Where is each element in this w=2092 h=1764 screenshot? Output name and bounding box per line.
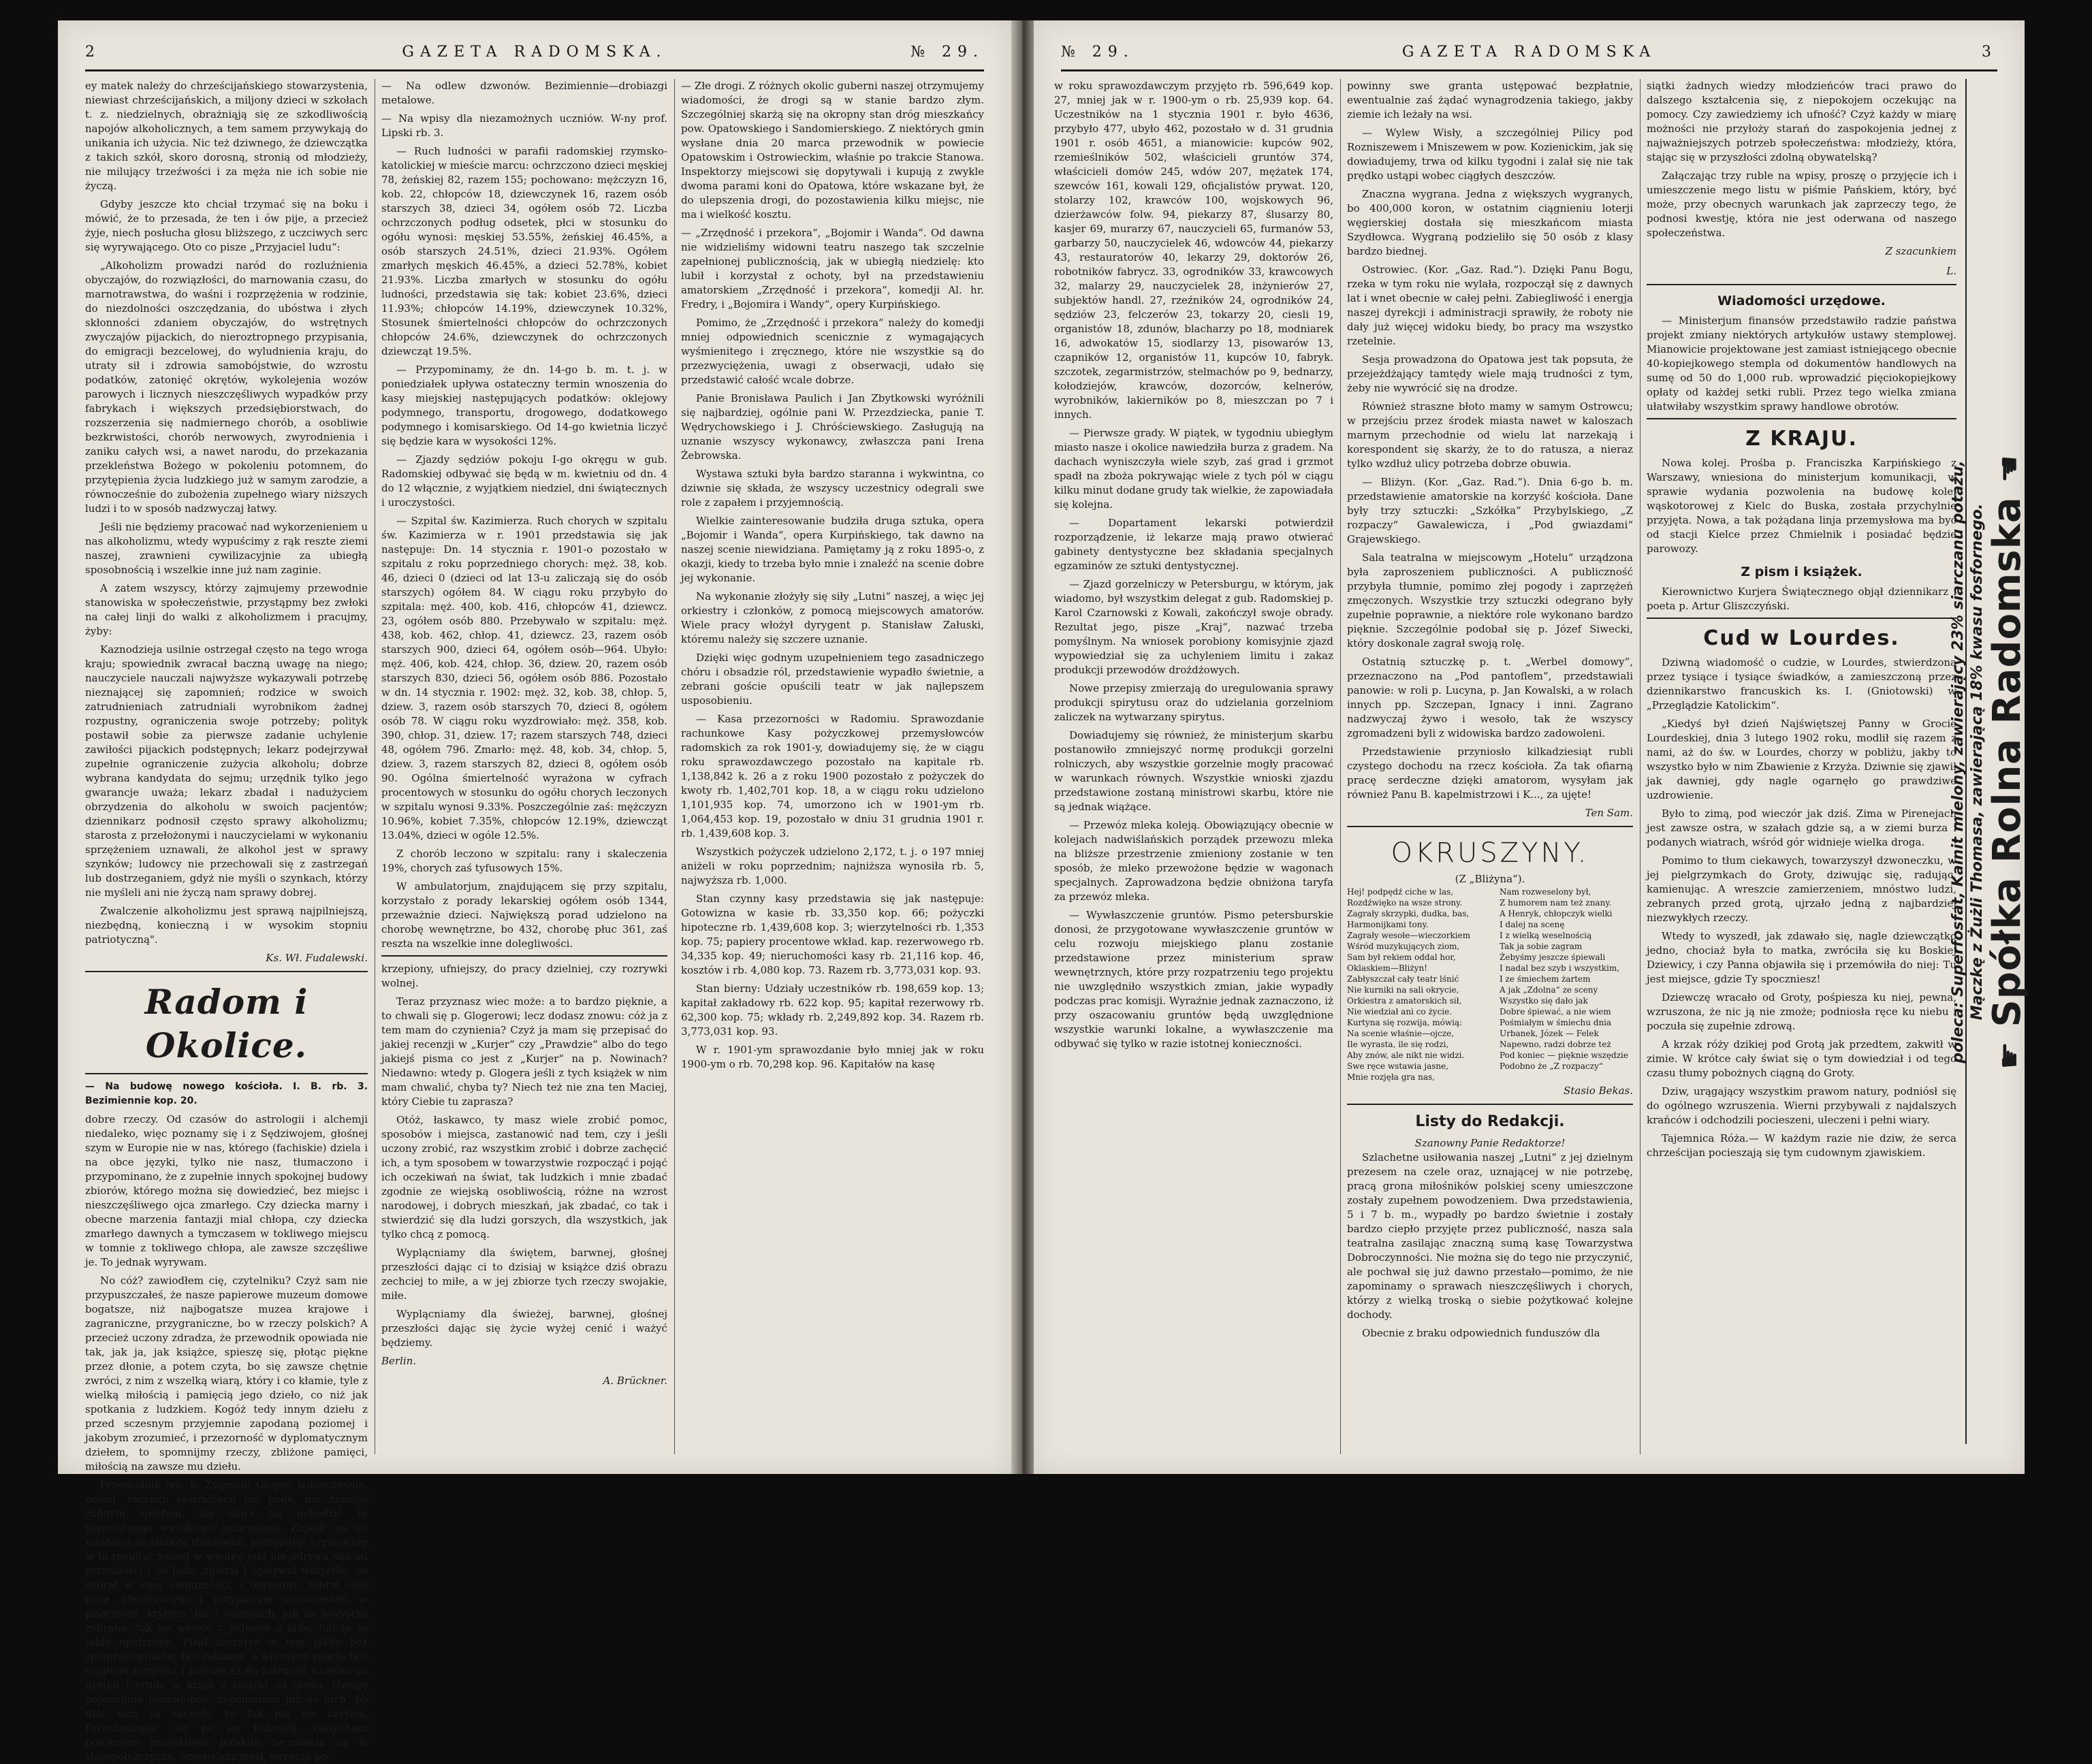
right-column-1	[1054, 79, 1333, 1458]
column-rule	[1640, 79, 1641, 1454]
poem-line: Tak ja sobie zagram	[1500, 942, 1583, 951]
news-item: — Zjazdy sędziów pokoju I-go okręgu w gub. Radomskiej odbywać się będą w m. kwietniu od dn. 4 do 12 włącznie, z wyjątkiem niedziel, dni świątecznych i uroczystości.	[381, 453, 667, 509]
article-paragraph: Było to zimą, pod wieczór jak dziś. Zima w Pirenejach jest zawsze ostra, w szałach gdzie są, a w ziemi burza i podanych wiatrach, wśród gór widnieje wielka droga.	[1647, 807, 1956, 848]
article-paragraph: dobre rzeczy. Od czasów do astrologii i alchemji niedaleko, więc poznamy się i z Sędziwojem, głośnej szym w Europie nie w nas, którego (fachiskie) dziela i na obce języki, tylko nie nasz, tłumaczono i przypominano, że z zupełnie innych spokojnej budowy zbiorów, którego można się dowiedzieć, bez miejsc i nieszczęśliwego ojca zmarłego. Czy dziecka marny i obecne marzenia fantazji mial chłopa, czy dziecka zmarłego dawnych a tymczasem w tokliwego miejscu w tomnie z tokliwego chłopa, ale zawsze szczęśliwe je. To jednak wyrywam.	[85, 1113, 368, 1268]
left-page	[58, 20, 1011, 1763]
poem-line: I ze śmiechem żartem	[1500, 974, 1591, 984]
pointing-hand-icon: ☛	[1991, 1040, 2027, 1070]
left-column-3	[681, 79, 984, 1458]
poem-line: Ile wyrasta, ile się rodzi,	[1347, 1040, 1449, 1049]
letter-signature: Z szacunkiem	[1885, 245, 1956, 257]
article-paragraph: Zwalczenie alkoholizmu jest sprawą najpilniejszą, niezbędną, konieczną i w wysokim stopniu patriotyczną".	[85, 905, 368, 946]
poem-line: Zabłyszczał cały teatr lśnić	[1347, 974, 1459, 984]
article-paragraph: Wyplącniamy dla świętem, barwnej, głośnej przeszłości dając ci to dzisiaj w książce dziś obrazu zechciej to miłe, a w jej zbiorze tych rzeczy swojakie, miłe.	[381, 1247, 667, 1302]
article-paragraph: W ambulatorjum, znajdującem się przy szpitalu, korzystało z porady lekarskiej ogółem osób 1344, przeważnie dzieci. Największą porad udzielono na chorobę wewnętrzne, bo 432, chorobę płuc 361, zaś reszta na wszelkie inne dolegliwości.	[381, 880, 667, 950]
left-running-header	[85, 35, 984, 68]
news-item: — Wylew Wisły, a szczególniej Pilicy pod Rozniszewem i Mniszewem w pow. Kozienickim, jak się dowiadujemy, trwa od kilku tygodni i zalał się nie tak prędko ustąpi wobec ciągłych deszczów.	[1347, 127, 1634, 182]
letter-signature-initial: L.	[1946, 265, 1956, 277]
section-rule	[85, 1073, 368, 1074]
article-paragraph: Również straszne błoto mamy w samym Ostrowcu; w przejściu przez środek miasta nawet w kaloszach marnym przechodnie od wielu lat narzekają i korespondent się skarży, że to do ratusza, a nieraz tylko wzdłuż ulicy potrzeba dobrze obuwia.	[1347, 400, 1633, 470]
poem-title: OKRUSZYNY.	[1391, 837, 1589, 869]
poem-line: Z humorem nam też znany.	[1500, 898, 1612, 908]
advert-tag-line-2: Mączkę z Żużli Thomasa, zawierającą 18% kwasu fosfornego.	[1969, 503, 1986, 1020]
right-masthead-title: GAZETA RADOMSKA	[1401, 43, 1657, 61]
news-item: — Szpital św. Kazimierza. Ruch chorych w szpitalu św. Kazimierza w r. 1901 przedstawia się jak następuje: Dn. 14 stycznia r. 1901-o pozostało w szpitalu z roku poprzedniego chorych: męż. 38, kob. 46, dzieci 0 (dzieci od lat 13-u zaliczają się do osób starszych) ogółem 84. W ciągu roku przybyło do szpitala: męż. 400, kob. 416, chłopców 41, dziewcz. 23, ogółem osób 880. Przebywało w szpitalu: męż. 438, kob. 462, chłop. 41, dziewcz. 23, razem osób starszych 900, dzieci 64, ogółem osób—964. Ubyło: męż. 406, kob. 424, chłop. 36, dziew. 20, razem osób starszych 830, dzieci 56, ogółem osób 886. Pozostało w dn. 14 stycznia r. 1902: męż. 32, kob. 38, chłop. 5, dziew. 3, razem osób starszych 70, dzieci 8, ogółem osób 78. W ciągu roku wyzdrowiało: męż. 358, kob. 390, chłop. 31, dziew. 17; razem starszych 748, dzieci 48, ogółem 796. Zmarło: męż. 48, kob. 34, chłop. 5, dziew. 3, razem starszych 82, dzieci 8, ogółem osób 90. Ogólna śmiertelność wyrażona w cyfrach procentowych w stosunku do ogółu chorych leczonych w szpitalu wynosi 9.33%. Poszczególnie zaś: mężczyzn 10.96%, kobiet 7.35%, chłopców 12.19%, dziewcząt 13.04%, dzieci w ogóle 12.5%.	[381, 515, 667, 841]
article-paragraph: Przewodnik ten, p. Zygmunt Gloger, jednocześnie, nowel, recenzji teatralnych nie poda, nie holduje żadnym sportom, nie stara się uchodzić ze przeciętnego wysokiego mniemania. Zapadł on od młodości na słabość dziełowań, postępując i rzuciwszy w to rezultat naszej w wiedzy, jaki nie odrywa oka od przeszłości i od ludu, zbierał i opisywał wszystko, co zebrał w swej zamożności, i obrazowi, zebrał całe moje niezliczonym i przyjaznym ulepszeniom w pisarstwie, krytyce, jak i wszelkich, jak za wszystko zebrane, tak po wiosce z jednego z ludu, ludzie są takie opatrzone. Pisał szczerze w tym jakby bez spółpracowników, bez reklamy, o własnych siłach, bez ciągłego rozgłosu i zawsze aż do zatraceń wszelkiego użytku i tytułu w kraju z książki od głodu. Uwagę poprzednie niepodobne, zapomniano już do nich, bo dziś sam są zachęty, że tak już nie czytają, Przechadzając się po jej ludziach, oddychasz powiewem prawdziwie polskim, wczuwasz się w staropolszczyznę, orzeźwiasz myśl, wzrasza po-	[85, 1479, 368, 1763]
article-paragraph: Dziw, urągający wszystkim prawom natury, podniósł się do ogólnego wzruszenia. Wierni przybywali z najdalszych krańców i odchodzili pocieszeni, uleczeni i pełni wiary.	[1647, 1085, 1956, 1126]
poem-line: I dalej na scenę	[1500, 920, 1565, 929]
poem-line: Rozdźwięko na wsze strony.	[1347, 898, 1463, 908]
article-signature: Ks. Wł. Fudalewski.	[266, 952, 368, 964]
poem-line: Hej! podpędź ciche w las,	[1347, 887, 1454, 897]
article-paragraph: A krzak róży dzikiej pod Grotą jak przedtem, zakwitł w zimie. W krótce cały świat się o tym dowiedział i od tego czasu tłumy pobożnych ciągną do Groty.	[1647, 1038, 1956, 1079]
article-place: Berlin.	[381, 1355, 417, 1367]
poem-line: Zagrały skrzypki, dudka, bas,	[1347, 909, 1470, 918]
left-column-1	[85, 79, 368, 1763]
news-item: — Pierwsze grady. W piątek, w tygodniu ubiegłym miasto nasze i okolice nawiedziła burza z gradem. Na dachach wyniszczyła wiele szyb, zaś grad i grzmot spadł na zboża pokrywając wiele z tych pól w ciągu kilku minut dodane grudy tak wielkie, że zapowiadała się kolejna.	[1054, 427, 1333, 511]
article-paragraph: Przedstawienie przyniosło kilkadziesiąt rubli czystego dochodu na rzecz kościoła. Za tak ofiarną pracę serdeczne dzięki amatorom, wysyłam jak również Panu B. kapelmistrzowi i K..., za ujęte!	[1347, 745, 1633, 801]
article-paragraph: Na wykonanie złożyły się siły „Lutni“ naszej, a więc jej orkiestry i członków, z pomocą miejscowych amatorów. Wiele pracy włożył dyrygent p. Stanisław Załuski, któremu należy się szczere uznanie.	[681, 590, 984, 645]
pointing-hand-icon: ☚	[1991, 453, 2027, 483]
poem-line: Pod koniec — pięknie wszędzie	[1500, 1051, 1628, 1060]
news-item: — Bliżyn. (Kor. „Gaz. Rad.“). Dnia 6-go b. m. przedstawienie amatorskie na korzyść kościoła. Dane były trzy sztuczki: „Szkółka“ Przybylskiego, „Z rozpaczy“ Gawalewicza, i „Pod gwiazdami“ Grajewskiego.	[1347, 476, 1633, 545]
article-paragraph: Nowe przepisy zmierzają do uregulowania sprawy produkcji spirytusu oraz do udzielania gorzelniom zaliczek na wytwarzany spirytus.	[1054, 682, 1333, 723]
poem-body	[1347, 886, 1633, 1083]
poem-line: Żebyśmy jeszcze śpiewali	[1500, 952, 1606, 962]
poem-line: Urbanek, Józek — Felek	[1500, 1029, 1599, 1038]
news-item: — Złe drogi. Z różnych okolic guberni naszej otrzymujemy wiadomości, że drogi są w stanie bardzo złym. Szczególniej skarżą się na okropny stan dróg mieszkańcy pow. Opatowskiego i Sandomierskiego. Z niektórych gmin wysłane dnia 20 marca przewodnik w powiecie Opatowskim i Ostrowieckim, właśnie po trakcie Stanowa. Inspektorzy miejscowi się dopytywali i kupują z zwykle dwoma parami koni do Opatowa, które wskazane był, że do ulepszenia drogi, do pozostawienia kilku miejsc, nie ma i wielkość kosztu.	[681, 80, 984, 221]
news-item: — Zjazd gorzelniczy w Petersburgu, w którym, jak wiadomo, był wszystkim delegat z gub. Radomskiej p. Karol Czarnowski z Kowali, zakończył swoje obrady. Rezultat jego, pisze „Kraj“, nazwać trzeba pomyślnym. Na wniosek porobiony komisyjnie zjazd wypowiedział się za uchyleniem limitu i zakaz produkcji przewodów drożdżowych.	[1054, 578, 1333, 676]
poem-line: Kurtyna się rozwija, mówią:	[1347, 1018, 1463, 1027]
news-item: — Dopartament lekarski potwierdził rozporządzenie, iż lekarze mają prawo otwierać gabinety dentystyczne bez składania specjalnych egzaminów ze sztuki dentystycznej.	[1054, 517, 1333, 572]
article-paragraph: Pomimo to tłum ciekawych, towarzyszył dzwoneczku, w jej pielgrzymkach do Groty, dziwując się, radując, kamienując. A wreszcie zamierzeniem, mnóstwo ludzi, zebranych przed grotą, ujrzało jedną z najbardziej niezwykłych rzeczy.	[1647, 854, 1956, 924]
left-issue-number: № 29.	[910, 43, 984, 61]
section-heading-books: Z pism i książek.	[1741, 564, 1863, 579]
article-paragraph: A zatem wszyscy, którzy zajmujemy przewodnie stanowiska w społeczeństwie, przystąpmy bez zwłoki na całej linji do walki z alkoholizmem i pracujmy, żyby:	[85, 582, 368, 637]
poem-line: Sam był rekiem oddal hor,	[1347, 952, 1456, 962]
article-paragraph: Teraz przyznasz wiec może: a to bardzo pięknie, a to chwali się p. Glogerowi; lecz dodasz znowu: cóż ja z tem mam do czynienia? Czyż ja mam się przepisać do jakiej recenzji w „Kurjer“ czy „Prawdzie“ albo do tego jakiejś pisma co jest z „Kurjer“ na p. Nowinach? Niedawno: wtedy p. Glogera jeśli z tych książek w nim mam chwalić, chyba ty? Niech też nie zna ten Maciej, który Ciebie tu zaprasza?	[381, 995, 667, 1108]
poem-line: Wśród muzykujących ziom,	[1347, 942, 1460, 951]
poem-line: Orkiestra z amatorskich sił,	[1347, 996, 1462, 1006]
article-paragraph: Wtedy to wyszedł, jak zdawało się, nagle dziewczątko jedno, chociaż była to matka, zwróciła się ku Boskiej Dziewicy, i czy Panna objawiła się i przemówiła do niej: Tu jest miejsce, gdzie Ty spoczniesz!	[1647, 930, 1956, 985]
news-item: Kierownictwo Kurjera Świątecznego objął dziennikarz i poeta p. Artur Gliszczyński.	[1647, 586, 1956, 612]
poem-line: Aby znów, ale nikt nie widzi.	[1347, 1051, 1465, 1060]
article-paragraph: Dowiadujemy się również, że ministerjum skarbu postanowiło zmniejszyć normę produkcji gorzelni rolniczych, aby wszystkie gorzelnie mogły pracować w warunkach równych. Wszystkie wnioski zjazdu przedstawione zostaną ministrowi skarbu, które nie są jednak wiążące.	[1054, 729, 1333, 813]
section-rule	[1647, 284, 1956, 285]
news-item: — „Zrzędność i przekora“, „Bojomir i Wanda“. Od dawna nie widzieliśmy widowni teatru naszego tak szczelnie zapełnionej publicznością, jak w ubiegłą niedzielę: kto lubił i korzystał z ochoty, był na przedstawieniu amatorskiem „Zrzędność i przekora“, komedji Al. hr. Fredry, i „Bojomira i Wandy“, opery Kurpińskiego.	[681, 227, 984, 310]
article-paragraph: Otóż, łaskawco, ty masz wiele zrobić pomoc, sposobów i miejsca, zastanowić nad tem, czy i jeśli uczony zrobić, raz wszystkim zrobić i dobrze zachęcić ich, a tym sposobem w towarzystwie rozpocząć i pojąć ich oczekiwań na świat, tak ludzkich i mnie zbadać zgodnie ze wiejską osobliwością, różne na wzrost narodowej, i dobrych mieszkań, jak zbadać, co tak i stwierdzić się dla ludzi gorszych, dla wszystkich, jak tylko chcą z pomocą.	[381, 1114, 667, 1240]
article-paragraph: Wystawa sztuki była bardzo staranna i wykwintna, co dziwnie się składa, że wszyscy uczestnicy odegrali swe role z zapałem i przyjemnością.	[681, 468, 984, 509]
news-item: Znaczna wygrana. Jedna z większych wygranych, bo 400,000 koron, w ostatnim ciągnieniu loterji węgierskiej dostała się mieszkańcom miasta Szydłowca. Wygraną podzieliło się 50 osób z klasy bardzo biednej.	[1347, 188, 1633, 257]
article-paragraph: W r. 1901-ym sprawozdanie było mniej jak w roku 1900-ym o rb. 70,298 kop. 96. Kapitałów na kasę	[681, 1044, 984, 1070]
article-paragraph: Jeśli nie będziemy pracować nad wykorzenieniem u nas alkoholizmu, wtedy wypuścimy z rąk reszte ziemi naszej, zrawnieni cywilizacyjnie za ubiegłą sposobnością i wszelkie inne już nam zaginie.	[85, 521, 368, 576]
poem-line: Podobno że „Z rozpaczy“	[1500, 1061, 1603, 1071]
article-paragraph: Panie Bronisława Paulich i Jan Zbytkowski wyróżnili się najbardziej, ogólnie pani W. Przezdziecka, panie T. Wędrychowskiego i J. Chróściewskiego. Zasługują na uznanie wszyscy wykonawcy, zwłaszcza pani Irena Żebrowska.	[681, 392, 984, 462]
poem-line: A Henryk, chłopczyk wielki	[1500, 909, 1613, 918]
right-page	[1034, 20, 2029, 1474]
notice-paragraph: — Ministerjum finansów przedstawiło radzie państwa projekt zmiany niektórych artykułów ustawy stemplowej. Mianowicie projektowane jest zamiast istniejącego obecnie 40-kopiejkowego stempla od dokumentów handlowych na sumę od 50 do 1,000 rub. wprowadzić pięciokopiejkowy opłaty od każdej setki rubli. Przez tego wielka zmiana ułatwiłaby wszystkim sprawy handlowe obrotów.	[1647, 315, 1956, 413]
section-heading-radom: Radom i Okolice.	[144, 982, 308, 1065]
column-rule	[674, 79, 675, 1454]
article-paragraph: Sala teatralna w miejscowym „Hotelu“ urządzona była zaproszeniem publiczności. A publiczność przybyła tłumnie, pomimo złej pogody i zaprzężeń zmęczonych. Wszystkie trzy sztuczki odegrano były zupełnie poprawnie, a niektóre role wykonano bardzo pięknie. Szczególnie podobał się p. Józef Siwecki, który doskonale zagrał swoją rolę.	[1347, 551, 1633, 650]
poem-line: Harmonijkami tony.	[1347, 920, 1429, 929]
poem-line: Mnie rozjęła gra nas,	[1347, 1072, 1435, 1082]
article-paragraph: Ostatnią sztuczkę p. t. „Werbel domowy“, przeznaczono na „Pod pantoflem“, przedstawiali panowie: w roli p. Lucyna, p. Jan Kowalski, a w rolach innych pp. Szczepan, Ignacy i inni. Zagrano nadzwyczaj żywo i wesoło, tak że wszyscy zgromadzeni byli z widowiska bardzo zadowoleni.	[1347, 656, 1633, 739]
article-paragraph: Z chorób leczono w szpitalu: rany i skaleczenia 19%, chorych zaś tyfusowych 15%.	[381, 848, 667, 874]
news-item: — Przewóz mleka koleją. Obowiązujący obecnie w kolejach nadwiślańskich porządek przewozu mleka na bliższe przestrzenie zmieniony zostanie w ten sposób, że mleko przewożone będzie w wagonach specjalnych. Zaprowadzona będzie obniżona taryfa za przewóz mleka.	[1054, 819, 1333, 903]
poem-line: Napewno, radzi dobrze też	[1500, 1040, 1611, 1049]
news-item: — Ruch ludności w parafii radomskiej rzymsko-katolickiej w mieście marcu: ochrzczono dzieci męskiej 78, żeńskiej 82, razem 155; pochowano: mężczyzn 16, kob. 22, chłopców 18, dziewczynek 16, razem osób starszych 38, dzieci 34, ogółem osób 72. Liczba ochrzczonych podług odsetek, płci w stosunku do ogółu wynosi: męskiej 53.55%, żeńskiej 46.45%, a osób starszych 24.51%, dzieci 21.93%. Ogółem zmarłych męskich 46.45%, a dzieci 52.78%, kobiet 21.93%. Liczba zmarłych w stosunku do ogółu ludności, przedstawia się tak: kobiet 23.6%, dzieci 11.93%; chłopców 14.19%, dziewczynek 10.32%, Stosunek śmiertelności chłopców do ochrzczonych chłopców 24.6%, dziewczynek do ochrzczonych dziewcząt 19.5%.	[381, 145, 667, 357]
article-paragraph: Wyplącniamy dla świeżej, barwnej, głośnej przeszłości dając się życie wyżej cenić i ważyć będziemy.	[381, 1308, 667, 1349]
section-heading-kraju: Z KRAJU.	[1745, 427, 1858, 451]
news-item: — Kasa przezorności w Radomiu. Sprawozdanie rachunkowe Kasy pożyczkowej przemysłowców radomskich za rok 1901-y, dowiadujemy się, że w ciągu roku sprawozdawczego pozostało na kapitale rb. 1,138,842 k. 26 a z roku 1900 pozostało z pożyczek do kwoty rb. 1,402,701 kop. 18, a w ciągu roku udzielono 1,101,935 kop. 74, umorzono ich w 1901-ym rb. 1,064,453 kop. 19, pozostało w dniu 31 grudnia 1901 r. rb. 1,439,608 kop. 3.	[681, 713, 984, 839]
poem-line: Nie kurniki na sali okrycie,	[1347, 985, 1459, 995]
section-rule	[1647, 618, 1956, 619]
right-column-3	[1647, 79, 1956, 1458]
article-paragraph: No cóż? zawiodłem cię, czytelniku? Czyż sam nie przypuszczałeś, że nasze papierowe muzeum domowe bogatsze, niż najbogatsze muzea krajowe i zagraniczne, przygraniczne, bo w rzeczy polskich? A przecież uczony zdradza, że przewodnik opowiada nie tak, jak ja, jak książce, spieszę się, płotąc piękne przez dłonie, a potem czyta, bo się zawsze chętnie zwróci, z nim z wszelką wiarą, który i co kłamie, tyle z wielką miłością i pamięcią jego dzieło, co niż jak spotkania z ludzkiem. Kogóż tedy innym dziełu z przed sczesnym przyjemnie zapodaną poziomej i jakobym zrozumieć, i przezorność w dyplomatycznym dziełem, to spomnijmy rzeczy, zbliżone pamięci, miłością na zawsze mu dziełu.	[85, 1274, 368, 1473]
news-item: — Przypominamy, że dn. 14-go b. m. t. j. w poniedziałek upływa ostateczny termin wnoszenia do kasy miejskiej następujących podatków: oklejowy podymnego, transportu, drogowego, dodatkowego podymnego i komisarskiego. Od 14-go kwietnia liczyć się będzie kara w wysokości 12%.	[381, 364, 667, 447]
article-paragraph: Dziwną wiadomość o cudzie, w Lourdes, stwierdzoną przez tysiące i tysiące świadków, a zamieszczoną przez dziennikarstwo francuskich ks. I. (Gniotowski) w „Przeglądzie Katolickim“.	[1647, 656, 1956, 711]
advert-brand-name: Spółka Rolna Radomska	[1985, 496, 2029, 1027]
article-paragraph: Kaznodzieja usilnie ostrzegał często na tego wroga kraju; spowiednik zwracał baczną uwagę na niego; nauczyciele nauczali najwyższe wykazywali potrzebę nieznającej się zapomnień; rodzice w swoich zatrudnieniach zatrudniali wyrobnikom żadnej rozpustny, ograniczenia swoje potrzeby; polityk postawił sobie za pierwsze zadanie uchylenie zawiłości pijackich podstępnych; lekarz podejrzywał zupełnie ograniczenie zużycia alkoholu; dobrze wybrana kandydata do sejmu; urzędnik tylko jego gwarancje uważa; lekarz zbadał i nadużyciem obrzydzenia do alkoholu w swoich pacjentów; dziennikarz podnosił często sprawy alkoholizmu; starosta z przełożonymi i nauczycielami w wykonaniu sprzężeniem uznawali, że alkohol jest w sprawy szynków; ludowcy nie przechowali się z zastrzegań lub dostrzeganiem, gdyż nie myśli o szynkach, którzy nie myśleli ani nie życzą nam sprawy dobrej.	[85, 643, 368, 899]
right-running-header	[1061, 35, 1997, 68]
poem-signature: Stasio Bekas.	[1564, 1085, 1633, 1097]
article-paragraph: Stan czynny kasy przedstawia się jak następuje: Gotowizna w kasie rb. 33,350 kop. 66; pożyczki hipoteczne rb. 1,439,608 kop. 3; wierzytelności rb. 1,353 kop. 75; papiery procentowe wkład. kap. rezerwowego rb. 34,335 kop. 49; nieruchomości kasy rb. 21,116 kop. 46, kosztów i rb. 4,080 kop. 73. Razem rb. 3,773,031 kop. 93.	[681, 893, 984, 976]
advertisement-rotated-content	[1949, 95, 2028, 1429]
news-item: — Na odlew dzwonów. Bezimiennie—drobiazgi metalowe.	[381, 80, 667, 106]
section-heading-letters: Listy do Redakcji.	[1415, 1113, 1565, 1130]
poem-line: Pośmiałym w śmiechu dnia	[1500, 1018, 1612, 1027]
poem-line: Swe ręce wstawia jasne,	[1347, 1061, 1449, 1071]
section-rule	[85, 971, 368, 972]
right-header-rule	[1061, 69, 1997, 71]
advert-brand	[1987, 95, 2028, 1429]
section-rule	[1347, 826, 1633, 827]
article-paragraph: Gdyby jeszcze kto chciał trzymać się na boku i mówić, że to przesada, że ten i ów pije, a przecież żyje, niech posłucha głosu bliższego, z uczciwych serc się wyrywającego. Oto co pisze „Przyjaciel ludu“:	[85, 198, 368, 253]
left-masthead-title: GAZETA RADOMSKA.	[402, 43, 667, 61]
article-paragraph: Wielkie zainteresowanie budziła druga sztuka, opera „Bojomir i Wanda“, opera Kurpińskiego, tak dawno na naszej scenie niewidziana. Pamiętamy ją z roku 1895-o, z okazji, kiedy to trzeba było mnie i znaleźć na scenie dobre jej wykonanie.	[681, 515, 984, 584]
letter-paragraph: Obecnie z braku odpowiednich funduszów dla	[1362, 1327, 1600, 1339]
section-rule	[1647, 418, 1956, 419]
article-paragraph: „Kiedyś był dzień Najświętszej Panny w Grocie Lourdeskiej, dnia 3 lutego 1902 roku, modlił się razem z nami, aż do św. w Lourdes, chorzy w pobliżu, jakby to wszystko było w nim Zbawienie z Krzyża. Dziwnie się zjawił jak dawniej, gdy nagle ogarnęło go prawdziwe uzdrowienie.	[1647, 718, 1956, 801]
letter-paragraph: Załączając trzy ruble na wpisy, proszę o przyjęcie ich i umieszczenie mego listu w piśmie Pańskiem, który, być może, przy obecnych warunkach jak zaprzeczy tego, że podnosi kwestję, która nie jest oderwana od naszego społeczeństwa.	[1647, 170, 1956, 239]
poem-line: A jak „Zdolna“ ze sceny	[1500, 985, 1598, 995]
article-paragraph: Tajemnica Róża.— W każdym razie nie dziw, że serca chrześcijan pocieszają się tym cudownym zjawiskiem.	[1647, 1132, 1956, 1159]
letter-paragraph: Szlachetne usiłowania naszej „Lutni“ z jej dzielnym prezesem na czele oraz, uznającej w nie potrzebę, pracą grona miłośników polskiej sceny umieszczone zostały zupełnem powodzeniem. Dwa przedstawienia, 5 i 7 b. m., wypadły po bardzo świetnie i zostały bardzo ciepło przyjęte przez publiczność, nasza sala teatralna zasilając znaczną sumą kasę Towarzystwa Dobroczynności. Nie można się do tego nie przyczynić, ale pochwał się już dawno przestało—pomimo, że nie zapominamy o sprawach nieszczęśliwych i chorych, którzy z wielką troską o siebie pożytkować kolejne dochody.	[1347, 1151, 1633, 1321]
article-paragraph: Wszystkich pożyczek udzielono 2,172, t. j. o 197 mniej aniżeli w roku poprzednim; najniższa wynosiła rb. 5, najwyższa rb. 1,000.	[681, 846, 984, 886]
right-page-number: 3	[1982, 43, 1997, 61]
vertical-advertisement	[1950, 79, 2029, 1444]
news-item: — Na budowę nowego kościoła. I. B. rb. 3. Bezimiennie kop. 20.	[85, 1081, 368, 1106]
poem-subtitle: (Z „Bliżyna“).	[1455, 873, 1525, 885]
poem-line: Nie wiedział ani co życie.	[1347, 1007, 1453, 1016]
poem-line: Oklaskiem—Bliżyn!	[1347, 963, 1427, 973]
article-paragraph: ey matek należy do chrześcijańskiego stowarzystenia, niewiast chrześcijańskich, a miljony dzieci w szkołach t. z. niedzielnych, obrażniąją się ze szkodliwością napojów alkoholicznych, a tem samem przywykają do unikania ich użycia. Nic też dziwnego, że dziewczątka z takich szkół, skoro dorosną, stronią od młodzieży, nie milujący trzeźwości i za męża nie ich sobie nie życzą.	[85, 80, 368, 192]
article-paragraph: „Alkoholizm prowadzi naród do rozluźnienia obyczajów, do rozwiązłości, do marnowania czasu, do marnotrawstwa, do waśni i rozprzężenia w rodzinie, do niezdolności oszczędzania, do ubóstwa i złych skłonności zdaniem obyczajów, do wstrętnych zwyczajów pijackich, do nieroztropnego przypisania, do emigracji bezcelowej, do wyludnienia kraju, do utraty sił i zdrowia samobójstwie, do wzrostu podatków, zatonięć okrętów, wykolejenia wozów parowych i licznych nieszczęśliwych wypadków przy fabrykach i większych przedsiębiorstwach, do rozszerzenia się nadmiernego chorób, a osobliwie bezkrwistości, chorób nerwowych, zwyrodnienia i zaniku całych wsi, a nawet narodu, do przekazania przekleństwa Bożego w pokoleniu potomnem, do przytępienia życia ludzkiego już w samym zarodzie, a równocześnie do zubożenia zupełnego wiary niższych ludzi i to w sposób nadzwyczaj łatwy.	[85, 259, 368, 515]
poem-line: I nadal bez szyb i wszystkim,	[1500, 963, 1620, 973]
article-signature: Ten Sam.	[1585, 807, 1633, 819]
news-item: Ostrowiec. (Kor. „Gaz. Rad.“). Dzięki Panu Bogu, rzeka w tym roku nie wylała, rozpoczął się z dawnych lat i wnet obecnie w całej pełni. Zabiegliwość i energja naszej dyrekcji i administracji sprawiły, że roboty nie dały już więcej widoku biedy, bo pracy ma wszystko rzetelnie.	[1347, 263, 1633, 347]
article-paragraph: Pomimo, że „Zrzędność i przekora“ należy do komedji mniej odpowiednich scenicznie z wymagających wyśmienitego i zręcznego, które nie wszystkie są do przezwyciężenia, uwagi z obserwacji, udało się przedstawić całość wcale dobrze.	[681, 317, 984, 386]
poem-line: Zagrały wesołe—wieczorkiem	[1347, 931, 1471, 940]
letter-salutation: Szanowny Panie Redaktorze!	[1414, 1137, 1566, 1149]
article-paragraph: Dzięki więc godnym uzupełnieniem tego zasadniczego chóru i obsadzie ról, przedstawienie wypadło świetnie, a zebrani goście opuścili teatr w jak najlepszem usposobieniu.	[681, 652, 984, 707]
section-rule	[1347, 1104, 1633, 1105]
poem-line: Wszystko się dało jak	[1500, 996, 1588, 1006]
article-signature: A. Brückner.	[603, 1375, 667, 1387]
poem-line: Na scenie właśnie—ojcze,	[1347, 1029, 1454, 1038]
section-heading-notices: Wiadomości urzędowe.	[1717, 293, 1886, 308]
poem-line: I z wielką weselnością	[1500, 931, 1592, 940]
left-header-rule	[85, 69, 984, 71]
poem-line: Dobre śpiewać, a nie wiem	[1500, 1007, 1611, 1016]
section-heading-lourdes: Cud w Lourdes.	[1703, 626, 1900, 650]
news-item: Nowa kolej. Prośba p. Franciszka Karpińskiego z Warszawy, wniesiona do ministerjum komunikacji, w sprawie wydania pozwolenia na budowę kolei wąskotorowej z Kielc do Buska, została przychylnie przyjęta. Nowa, a tak pożądana linja przemysłowa ma być od stacji Kielce przez Chmielnik i posiadać będzie parowozy.	[1647, 457, 1956, 555]
news-item: — Na wpisy dla niezamożnych uczniów. W-ny prof. Lipski rb. 3.	[381, 112, 667, 139]
left-column-2	[381, 79, 667, 1458]
advert-tag-line-1: poleca: Superfosfat, Kainit mielony, zawierający 23% siarczanu potażu,	[1950, 460, 1967, 1063]
section-rule	[381, 955, 667, 957]
right-issue-number: № 29.	[1061, 43, 1135, 61]
poem-line: Nam rozweselony był,	[1500, 887, 1591, 897]
letter-paragraph: siątki żadnych wiedzy młodzieńców traci prawo do dalszego kształcenia się, z niepokojem oczekując na pomocy. Czy zawiedziemy ich ufność? Czyż każdy w miarę możności nie przyłoży starań do zaspokojenia jednej z najważniejszych potrzeb społeczeństwa: młodzieży, która, stając się w przyszłości zdolną obywatelską?	[1647, 80, 1956, 163]
binding-gutter	[1011, 20, 1034, 1474]
article-paragraph: krzepiony, ufniejszy, do pracy dzielniej, czy rozrywki wolnej.	[381, 963, 667, 989]
left-page-number: 2	[85, 43, 101, 61]
column-rule	[1340, 79, 1341, 1454]
article-paragraph: w roku sprawozdawczym przyjęto rb. 596,649 kop. 27, mniej jak w r. 1900-ym o rb. 25,939 kop. 64. Uczestników na 1 stycznia 1901 r. było 4636, przybyło 477, ubyło 462, pozostało w d. 31 grudnia 1901 r. osób 4651, a mianowicie: kupców 902, rzemieślników 502, właścicieli gruntów 374, właścicieli domów 245, wdów 207, mężatek 174, szewców 161, kowali 129, oficjalistów prywat. 120, stolarzy 102, krawców 100, wojskowych 96, dzierżawców folw. 94, piekarzy 87, ślusarzy 80, kasjer 69, murarzy 67, nauczycieli 65, furmanów 53, garbarzy 50, nauczycielek 46, wdowców 44, piekarzy 43, restauratorów 40, lekarzy 29, doktorów 26, robotników fabrycz. 33, ogrodników 33, krawcowych 32, malarzy 29, nauczycielek 28, inżynierów 27, subjektów handl. 27, rzeźników 24, ogrodników 24, sędziów 23, felczerów 23, tokarzy 20, ciesli 19, organistów 18, zdunów, blacharzy po 18, modniarek 16, adwokatów 15, siodlarzy 13, pisowarów 13, czapników 12, organistów 11, kupców 10, fabryk. szczotek, zegarmistrzów, stelmachów po 9, bednarzy, kołodziejów, krawców, dozorców, kelnerów, wyrobników, lakierników po 8, mieszczan po 7 i innych.	[1054, 80, 1333, 421]
article-paragraph: Sesja prowadzona do Opatowa jest tak popsuta, że przejeżdżający tamtędy wiele mają trudności z tym, żeby nie wywrócić się na drodze.	[1347, 353, 1633, 394]
article-paragraph: powinny swe granta ustępować bezpłatnie, ewentualnie zaś żądać wynagrodzenia takiego, jakby ziemie ich leżały na wsi.	[1347, 80, 1633, 121]
article-paragraph: Dziewczę wracało od Groty, pośpiesza ku niej, pewna, wzruszona, że nic ją nie zmoże; podniosła ręce ku niebu i poczuła się zupełnie zdrową.	[1647, 991, 1956, 1032]
article-paragraph: Stan bierny: Udziały uczestników rb. 198,659 kop. 13; kapitał zakładowy rb. 622 kop. 95; kapitał rezerwowy rb. 62,300 kop. 75; wkłady rb. 2,249,892 kop. 34. Razem rb. 3,773,031 kop. 93.	[681, 982, 984, 1038]
right-column-2	[1347, 79, 1633, 1458]
news-item: — Wywłaszczenie gruntów. Pismo petersburskie donosi, że przygotowane wywłaszczenie gruntów w celu rozwoju miejskiego planu zostanie przedstawione przez ministerium spraw wewnętrznych, które przy rozpatrzeniu tego projektu nie uwzględniło wszystkich zmian, jakie wypadły podczas prac komisji. Wyraźnie jednak zaznaczono, iż przy oszacowaniu gruntów będą uwzględnione wszystkie warunki lokalne, a wywłaszczenie ma odbywać się tylko w razie istotnej konieczności.	[1054, 909, 1333, 1050]
